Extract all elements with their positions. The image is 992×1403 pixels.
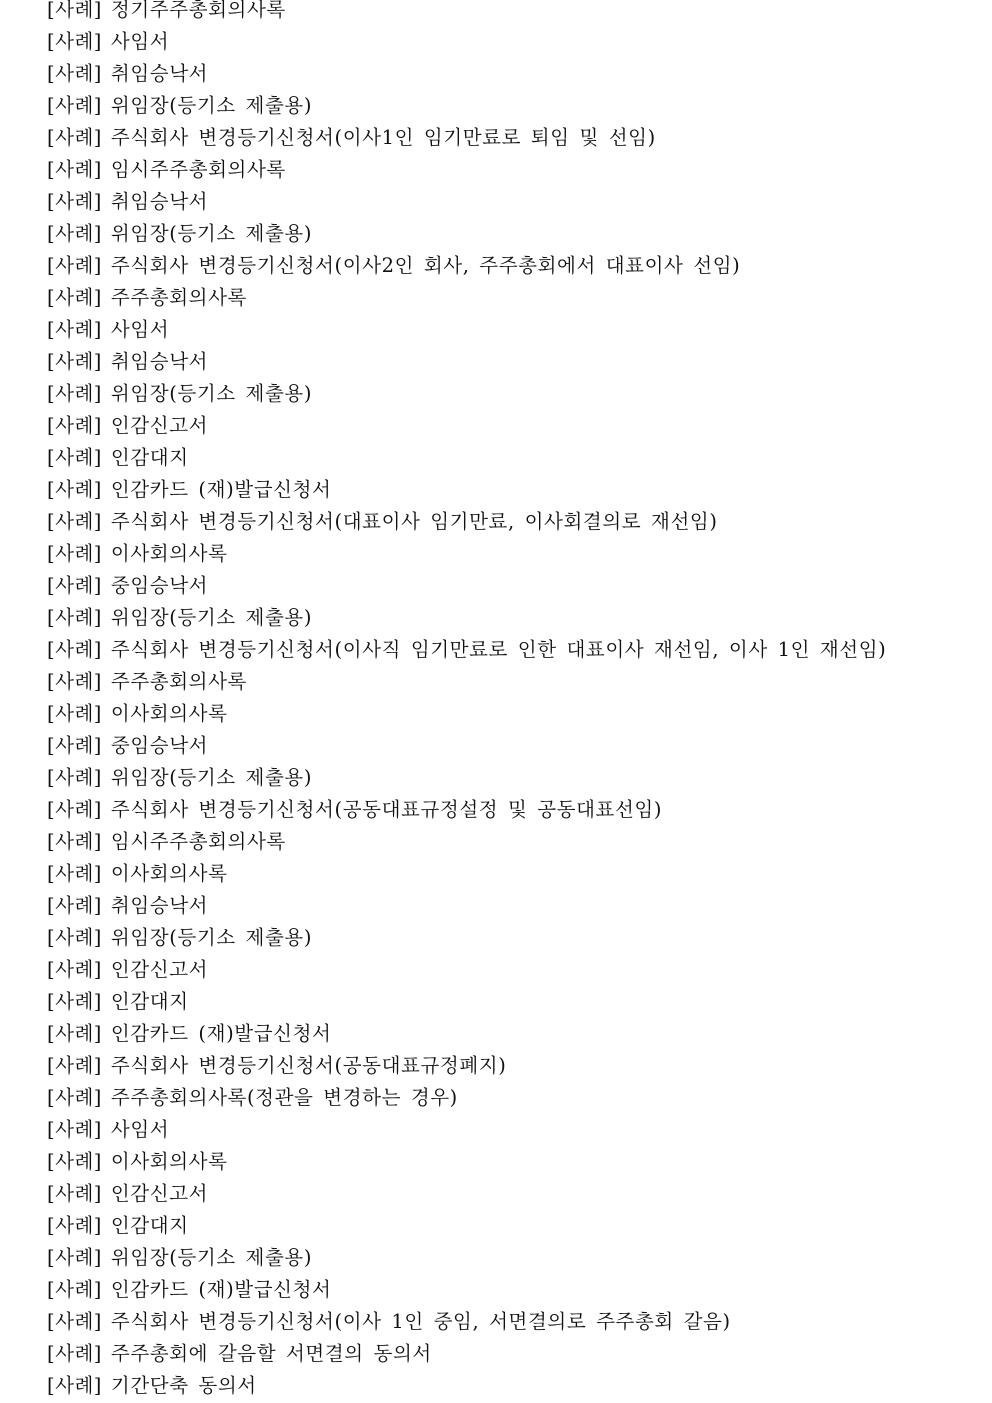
document-title: 취임승낙서 [110, 350, 209, 373]
document-title: 인감카드 (재)발급신청서 [110, 1278, 332, 1301]
document-title: 위임장(등기소 제출용) [110, 222, 313, 245]
list-item [47, 218, 967, 250]
example-tag: [사례] [47, 1118, 102, 1141]
example-tag: [사례] [47, 574, 102, 597]
document-title: 위임장(등기소 제출용) [110, 94, 313, 117]
list-item [47, 890, 967, 922]
example-tag: [사례] [47, 126, 102, 149]
document-title: 주식회사 변경등기신청서(이사직 임기만료로 인한 대표이사 재선임, 이사 1인 재선임) [110, 638, 887, 661]
document-title: 이사회의사록 [110, 542, 228, 565]
document-title: 이사회의사록 [110, 702, 228, 725]
document-title: 인감대지 [110, 1214, 189, 1237]
list-item [47, 1146, 967, 1178]
list-item [47, 1210, 967, 1242]
list-item [47, 794, 967, 826]
document-title: 주식회사 변경등기신청서(이사1인 임기만료로 퇴임 및 선임) [110, 126, 656, 149]
list-item [47, 538, 967, 570]
list-item [47, 1178, 967, 1210]
list-item [47, 1082, 967, 1114]
document-title: 주식회사 변경등기신청서(대표이사 임기만료, 이사회결의로 재선임) [110, 510, 718, 533]
document-title: 취임승낙서 [110, 190, 209, 213]
document-title: 기간단축 동의서 [110, 1374, 257, 1397]
example-tag: [사례] [47, 286, 102, 309]
document-title: 취임승낙서 [110, 62, 209, 85]
document-title: 임시주주총회의사록 [110, 830, 286, 853]
document-title: 위임장(등기소 제출용) [110, 382, 313, 405]
example-tag: [사례] [47, 414, 102, 437]
example-tag: [사례] [47, 254, 102, 277]
example-tag: [사례] [47, 318, 102, 341]
example-tag: [사례] [47, 1022, 102, 1045]
example-tag: [사례] [47, 1310, 102, 1333]
document-title: 사임서 [110, 30, 170, 53]
example-tag: [사례] [47, 990, 102, 1013]
document-title: 주주총회에 갈음할 서면결의 동의서 [110, 1342, 432, 1365]
example-tag: [사례] [47, 830, 102, 853]
example-tag: [사례] [47, 702, 102, 725]
example-tag: [사례] [47, 1342, 102, 1365]
document-title: 주주총회의사록 [110, 286, 247, 309]
example-tag: [사례] [47, 222, 102, 245]
example-tag: [사례] [47, 766, 102, 789]
document-title: 중임승낙서 [110, 734, 209, 757]
list-item [47, 666, 967, 698]
document-title: 중임승낙서 [110, 574, 209, 597]
list-item [47, 506, 967, 538]
document-title: 인감대지 [110, 446, 189, 469]
example-tag: [사례] [47, 0, 102, 21]
list-item [47, 122, 967, 154]
list-item [47, 250, 967, 282]
list-item [47, 1338, 967, 1370]
document-title: 인감신고서 [110, 1182, 209, 1205]
document-title: 위임장(등기소 제출용) [110, 926, 313, 949]
document-title: 인감신고서 [110, 958, 209, 981]
list-item [47, 378, 967, 410]
document-title: 사임서 [110, 318, 170, 341]
example-tag: [사례] [47, 670, 102, 693]
document-title: 주식회사 변경등기신청서(이사 1인 중임, 서면결의로 주주총회 갈음) [110, 1310, 731, 1333]
document-title: 인감대지 [110, 990, 189, 1013]
list-item [47, 90, 967, 122]
document-title: 사임서 [110, 1118, 170, 1141]
example-document-list [47, 0, 967, 1402]
example-tag: [사례] [47, 94, 102, 117]
example-tag: [사례] [47, 798, 102, 821]
list-item [47, 1370, 967, 1402]
list-item [47, 282, 967, 314]
document-title: 주식회사 변경등기신청서(공동대표규정설정 및 공동대표선임) [110, 798, 663, 821]
example-tag: [사례] [47, 638, 102, 661]
example-tag: [사례] [47, 190, 102, 213]
list-item [47, 762, 967, 794]
list-item [47, 314, 967, 346]
example-tag: [사례] [47, 734, 102, 757]
list-item [47, 698, 967, 730]
list-item [47, 346, 967, 378]
document-title: 위임장(등기소 제출용) [110, 606, 313, 629]
list-item [47, 58, 967, 90]
example-tag: [사례] [47, 1150, 102, 1173]
list-item [47, 154, 967, 186]
example-tag: [사례] [47, 1214, 102, 1237]
example-tag: [사례] [47, 510, 102, 533]
document-title: 주식회사 변경등기신청서(공동대표규정폐지) [110, 1054, 507, 1077]
document-title: 이사회의사록 [110, 862, 228, 885]
example-tag: [사례] [47, 542, 102, 565]
list-item [47, 634, 967, 666]
document-title: 이사회의사록 [110, 1150, 228, 1173]
example-tag: [사례] [47, 350, 102, 373]
example-tag: [사례] [47, 30, 102, 53]
example-tag: [사례] [47, 446, 102, 469]
document-title: 주주총회의사록 [110, 670, 247, 693]
list-item [47, 986, 967, 1018]
list-item [47, 186, 967, 218]
example-tag: [사례] [47, 478, 102, 501]
list-item [47, 1242, 967, 1274]
example-tag: [사례] [47, 1278, 102, 1301]
list-item [47, 410, 967, 442]
list-item [47, 1114, 967, 1146]
list-item [47, 922, 967, 954]
list-item [47, 1274, 967, 1306]
example-tag: [사례] [47, 958, 102, 981]
example-tag: [사례] [47, 1246, 102, 1269]
example-tag: [사례] [47, 1182, 102, 1205]
document-title: 임시주주총회의사록 [110, 158, 286, 181]
example-tag: [사례] [47, 894, 102, 917]
example-tag: [사례] [47, 606, 102, 629]
list-item [47, 442, 967, 474]
example-tag: [사례] [47, 1086, 102, 1109]
example-tag: [사례] [47, 1374, 102, 1397]
list-item [47, 602, 967, 634]
list-item [47, 954, 967, 986]
document-title: 정기주주총회의사록 [110, 0, 286, 21]
list-item [47, 826, 967, 858]
example-tag: [사례] [47, 382, 102, 405]
document-title: 취임승낙서 [110, 894, 209, 917]
list-item [47, 1050, 967, 1082]
document-title: 위임장(등기소 제출용) [110, 766, 313, 789]
document-title: 인감카드 (재)발급신청서 [110, 478, 332, 501]
list-item [47, 730, 967, 762]
document-title: 인감카드 (재)발급신청서 [110, 1022, 332, 1045]
document-title: 주주총회의사록(정관을 변경하는 경우) [110, 1086, 458, 1109]
list-item [47, 858, 967, 890]
document-title: 위임장(등기소 제출용) [110, 1246, 313, 1269]
document-title: 인감신고서 [110, 414, 209, 437]
list-item [47, 1306, 967, 1338]
list-item [47, 26, 967, 58]
list-item [47, 570, 967, 602]
list-item [47, 0, 967, 26]
example-tag: [사례] [47, 1054, 102, 1077]
example-tag: [사례] [47, 158, 102, 181]
example-tag: [사례] [47, 862, 102, 885]
list-item [47, 474, 967, 506]
example-tag: [사례] [47, 926, 102, 949]
list-item [47, 1018, 967, 1050]
example-tag: [사례] [47, 62, 102, 85]
document-page [47, 0, 967, 1402]
document-title: 주식회사 변경등기신청서(이사2인 회사, 주주총회에서 대표이사 선임) [110, 254, 741, 277]
